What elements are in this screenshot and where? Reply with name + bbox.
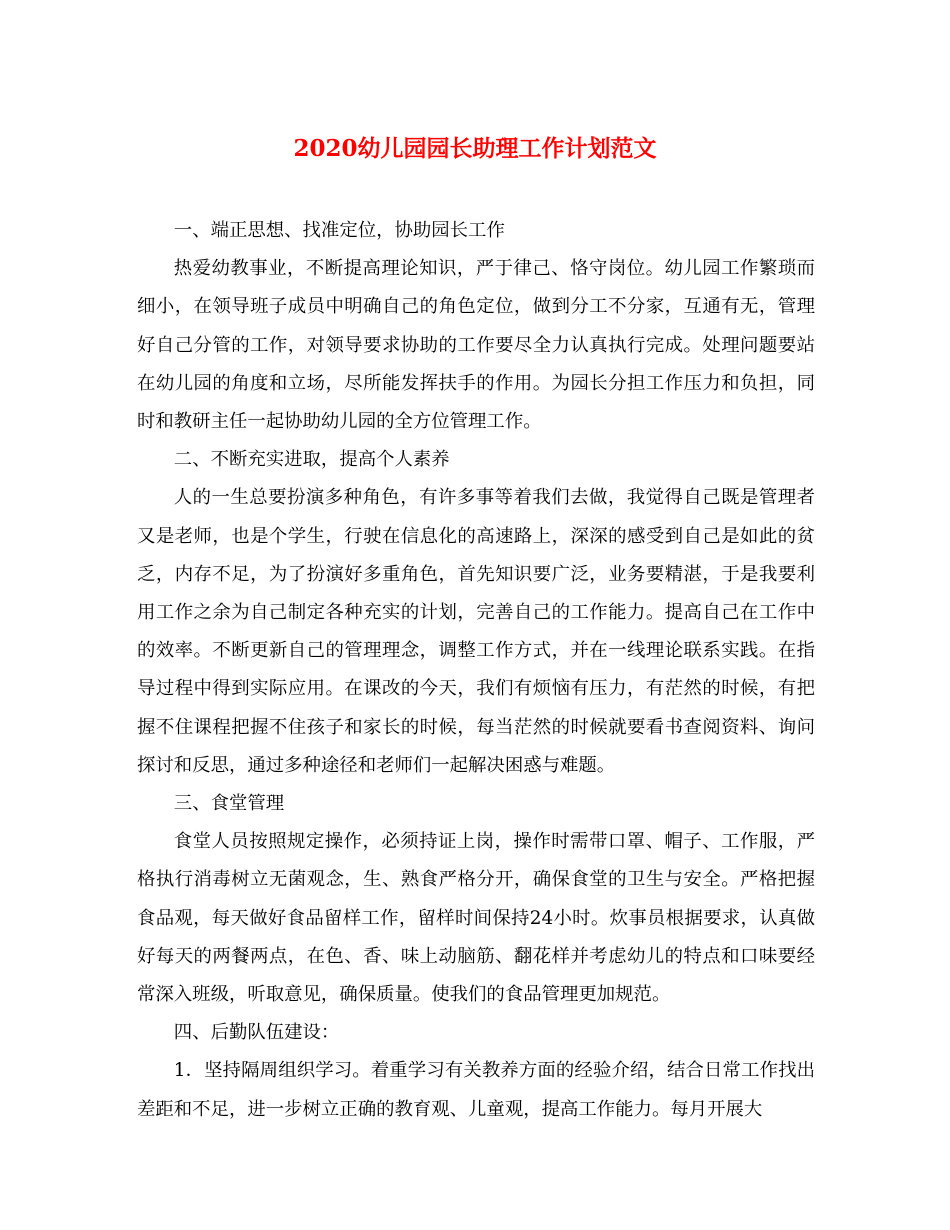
section-heading-1: 一、端正思想、找准定位，协助园长工作 (173, 220, 505, 241)
body-paragraph: 1．坚持隔周组织学习。着重学习有关教养方面的经验介绍，结合日常工作找出差距和不足，进一步树立正确的教育观、儿童观，提高工作能力。每月开展大 (137, 1060, 815, 1120)
body-paragraph: 食堂人员按照规定操作，必须持证上岗，操作时需带口罩、帽子、工作服，严格执行消毒树立无菌观念，生、熟食严格分开，确保食堂的卫生与安全。严格把握食品观，每天做好食品留样工作，留样时间保持24小时。炊事员根据要求，认真做好每天的两餐两点，在色、香、味上动脑筋、翻花样并考虑幼儿的特点和口味要经常深入班级，听取意见，确保质量。使我们的食品管理更加规范。 (137, 831, 815, 1006)
document-body (137, 212, 815, 1129)
document-title: 2020幼儿园园长助理工作计划范文 (293, 135, 657, 162)
body-paragraph: 热爱幼教事业，不断提高理论知识，严于律己、恪守岗位。幼儿园工作繁琐而细小，在领导班子成员中明确自己的角色定位，做到分工不分家，互通有无，管理好自己分管的工作，对领导要求协助的工作要尽全力认真执行完成。处理问题要站在幼儿园的角度和立场，尽所能发挥扶手的作用。为园长分担工作压力和负担，同时和教研主任一起协助幼儿园的全方位管理工作。 (137, 258, 815, 433)
section-heading-2: 二、不断充实进取，提高个人素养 (173, 449, 450, 471)
body-paragraph: 人的一生总要扮演多种角色，有许多事等着我们去做，我觉得自己既是管理者又是老师，也是个学生，行驶在信息化的高速路上，深深的感受到自己是如此的贫乏，内存不足，为了扮演好多重角色，首先知识要广泛，业务要精湛，于是我要利用工作之余为自己制定各种充实的计划，完善自己的工作能力。提高自己在工作中的效率。不断更新自己的管理理念，调整工作方式，并在一线理论联系实践。在指导过程中得到实际应用。在课改的今天，我们有烦恼有压力，有茫然的时候，有把握不住课程把握不住孩子和家长的时候，每当茫然的时候就要看书查阅资料、询问探讨和反思，通过多种途径和老师们一起解决困惑与难题。 (137, 487, 815, 776)
section-heading-4: 四、后勤队伍建设： (173, 1022, 340, 1044)
section-heading-3: 三、食堂管理 (173, 793, 285, 815)
